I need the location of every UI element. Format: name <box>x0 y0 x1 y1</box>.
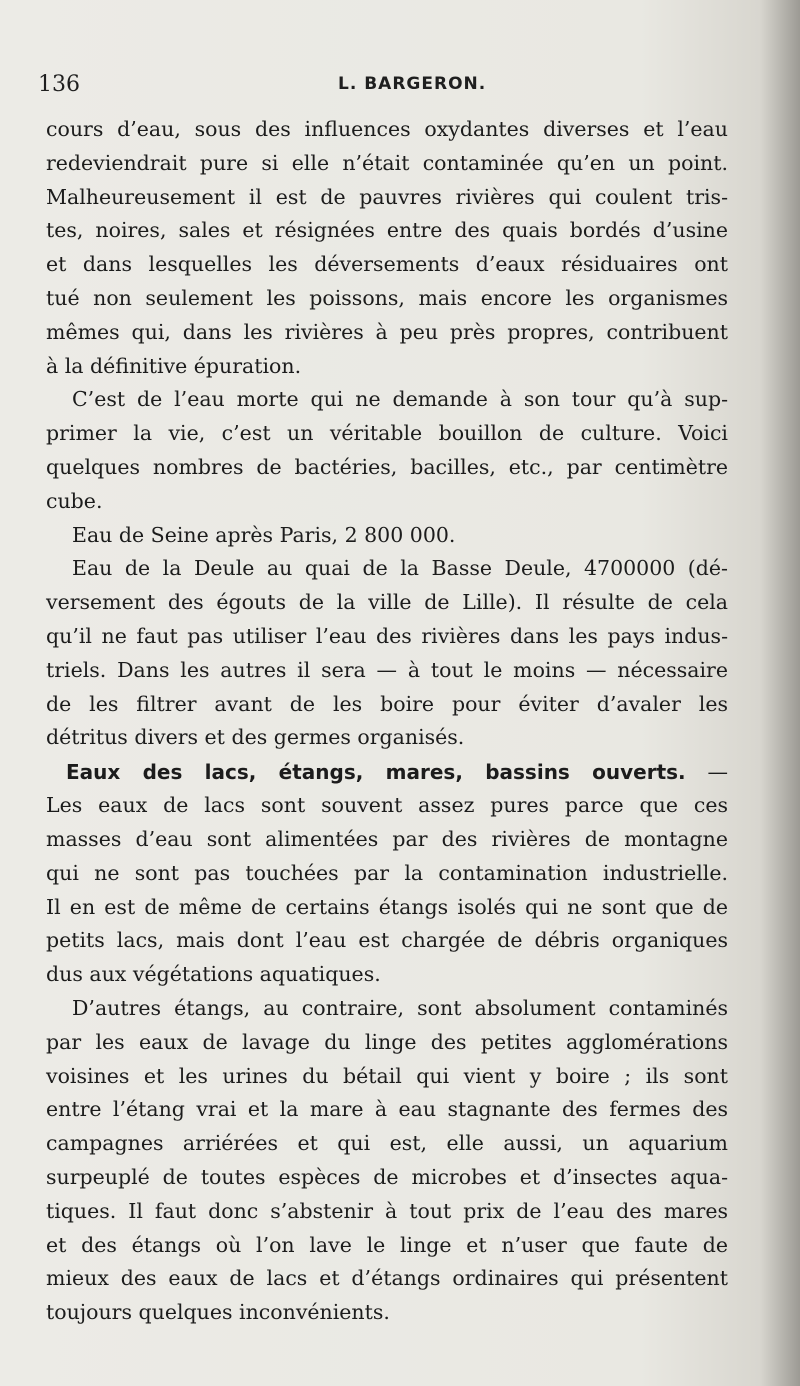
text-line: et des étangs où l’on lave le linge et n’user que faute de <box>46 1232 728 1257</box>
text-line: dus aux végétations aquatiques. <box>46 962 381 987</box>
body-text-part1 <box>46 113 728 755</box>
text-line: entre l’étang vrai et la mare à eau stagnante des fermes des <box>46 1097 728 1122</box>
text-line: primer la vie, c’est un véritable bouillon de culture. Voici <box>46 421 728 446</box>
section-heading-line <box>46 755 728 789</box>
text-line: Eau de la Deule au quai de la Basse Deule, 4700000 (dé- <box>72 556 728 581</box>
text-line: redeviendrait pure si elle n’était contaminée qu’en un point. <box>46 150 728 175</box>
text-line: quelques nombres de bactéries, bacilles, etc., par centimètre <box>46 454 728 479</box>
text-line: D’autres étangs, au contraire, sont absolument contaminés <box>72 995 728 1020</box>
text-line: C’est de l’eau morte qui ne demande à son tour qu’à sup- <box>72 387 728 412</box>
text-line: Les eaux de lacs sont souvent assez pures parce que ces <box>46 793 728 818</box>
text-line: voisines et les urines du bétail qui vient y boire ; ils sont <box>46 1063 728 1088</box>
text-line: cours d’eau, sous des influences oxydantes diverses et l’eau <box>46 117 728 141</box>
text-line: tiques. Il faut donc s’abstenir à tout prix de l’eau des mares <box>46 1198 728 1223</box>
text-line: tes, noires, sales et résignées entre des quais bordés d’usine <box>46 218 728 243</box>
text-line: qui ne sont pas touchées par la contamination industrielle. <box>46 860 728 885</box>
section-heading-dash: — <box>707 760 728 785</box>
text-line: campagnes arriérées et qui est, elle aussi, un aquarium <box>46 1131 728 1156</box>
page-body <box>46 113 728 1330</box>
text-line: de les filtrer avant de les boire pour éviter d’avaler les <box>46 691 728 716</box>
text-line: tué non seulement les poissons, mais encore les organismes <box>46 285 728 310</box>
text-line: Eau de Seine après Paris, 2 800 000. <box>72 522 456 547</box>
text-line: cube. <box>46 488 103 513</box>
text-line: mieux des eaux de lacs et d’étangs ordinaires qui présentent <box>46 1266 728 1291</box>
text-line: qu’il ne faut pas utiliser l’eau des rivières dans les pays indus- <box>46 623 728 648</box>
section-heading: Eaux des lacs, étangs, mares, bassins ouverts. <box>66 760 686 785</box>
text-line: et dans lesquelles les déversements d’eaux résiduaires ont <box>46 252 728 277</box>
text-line: toujours quelques inconvénients. <box>46 1300 390 1325</box>
text-line: versement des égouts de la ville de Lille). Il résulte de cela <box>46 590 728 615</box>
text-line: à la définitive épuration. <box>46 353 302 378</box>
text-line: masses d’eau sont alimentées par des rivières de montagne <box>46 826 728 851</box>
running-head <box>38 72 738 102</box>
text-line: petits lacs, mais dont l’eau est chargée de débris organiques <box>46 928 728 953</box>
text-line: par les eaux de lavage du linge des petites agglomérations <box>46 1029 728 1054</box>
page-number: 136 <box>38 72 80 97</box>
text-line: Malheureusement il est de pauvres rivières qui coulent tris- <box>46 184 728 209</box>
running-head-author: L. BARGERON. <box>338 74 487 94</box>
text-line: triels. Dans les autres il sera — à tout le moins — nécessaire <box>46 657 728 682</box>
text-line: surpeuplé de toutes espèces de microbes et d’insectes aqua- <box>46 1164 728 1189</box>
body-text-part2 <box>46 789 728 1330</box>
text-line: détritus divers et des germes organisés. <box>46 725 465 750</box>
text-line: mêmes qui, dans les rivières à peu près propres, contribuent <box>46 319 728 344</box>
text-line: Il en est de même de certains étangs isolés qui ne sont que de <box>46 894 728 919</box>
